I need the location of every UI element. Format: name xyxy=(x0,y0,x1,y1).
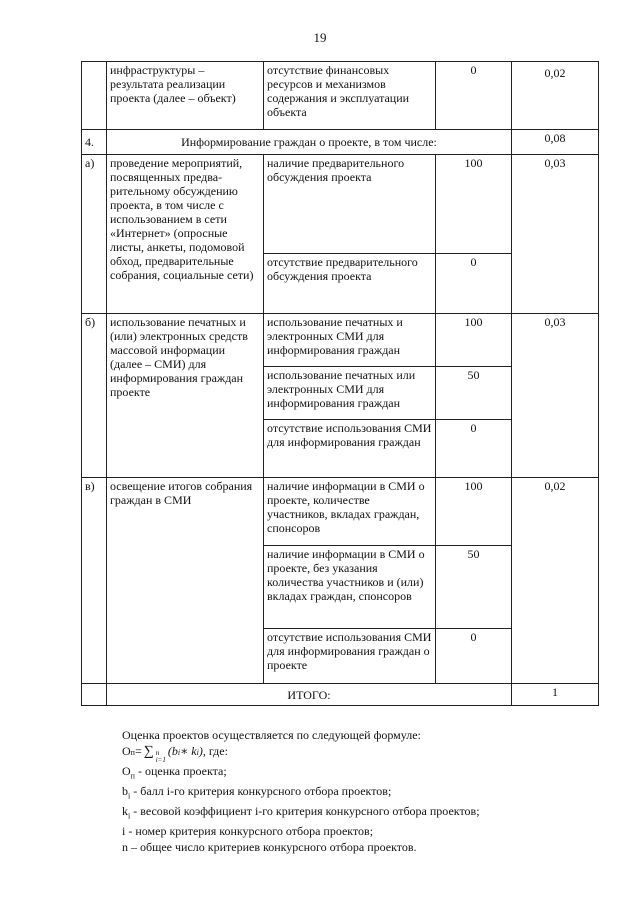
table-row xyxy=(82,478,599,546)
points-cell: 0 xyxy=(436,629,512,684)
legend-text: - оценка проекта; xyxy=(134,763,227,778)
formula-prefix: О xyxy=(122,743,131,758)
legend-text: - номер критерия конкурсного отбора проектов; xyxy=(125,824,374,839)
row-number: а) xyxy=(82,155,107,314)
option-text: отсутствие финансовых ресурсов и механизмов содержания и эксплуатации объекта xyxy=(264,62,436,130)
legend-symbol: О xyxy=(122,763,131,778)
formula-section xyxy=(122,728,592,856)
criterion-text: освещение итогов собрания граждан в СМИ xyxy=(107,478,264,684)
formula-end: ) xyxy=(198,743,203,758)
legend-sub: i xyxy=(128,791,131,801)
legend-sub: п xyxy=(130,771,135,781)
row-number xyxy=(82,684,107,706)
formula xyxy=(122,744,592,764)
formula-sub1: i xyxy=(177,747,181,757)
points-cell: 50 xyxy=(436,367,512,420)
legend-line xyxy=(122,784,592,804)
table-row xyxy=(82,314,599,367)
weight-cell: 0,08 xyxy=(512,130,599,155)
points-cell: 100 xyxy=(436,314,512,367)
criterion-text: проведение мероприятий, посвященных предва-рительному обсуждению проекта, в том числе с использованием в сети «Интернет» (опросные листы, анкеты, подомовой обход, предварительные собрания, социальные сети) xyxy=(107,155,264,314)
legend-symbol: k xyxy=(122,804,128,819)
formula-intro: Оценка проектов осуществляется по следующей формуле: xyxy=(122,728,421,742)
legend-symbol: i xyxy=(122,824,126,839)
sum-upper: n xyxy=(155,748,160,757)
total-label: ИТОГО: xyxy=(107,684,512,706)
legend-line xyxy=(122,764,592,784)
criterion-text: использование печатных и (или) электронных средств массовой информации (далее – СМИ) для информирования граждан проекте xyxy=(107,314,264,478)
criteria-table xyxy=(81,61,599,706)
option-text: отсутствие предварительного обсуждения проекта xyxy=(264,254,436,314)
legend-line xyxy=(122,804,592,824)
option-text: наличие информации в СМИ о проекте, без указания количества участников и (или) вкладах граждан, спонсоров xyxy=(264,546,436,629)
weight-cell: 0,03 xyxy=(512,155,599,314)
legend-text: – общее число критериев конкурсного отбора проектов. xyxy=(128,840,417,855)
legend-symbol: n xyxy=(122,840,128,855)
formula-prefix-sub: п xyxy=(130,747,135,757)
weight-cell: 0,03 xyxy=(512,314,599,478)
points-cell: 0 xyxy=(436,420,512,478)
sum-lower: i=1 xyxy=(155,755,166,764)
points-cell: 100 xyxy=(436,478,512,546)
row-number: в) xyxy=(82,478,107,684)
legend-symbol: b xyxy=(122,783,128,798)
table-row xyxy=(82,130,599,155)
row-number: б) xyxy=(82,314,107,478)
row-number xyxy=(82,62,107,130)
legend-line xyxy=(122,840,592,856)
section-title: Информирование граждан о проекте, в том числе: xyxy=(107,130,512,155)
option-text: использование печатных или электронных СМИ для информирования граждан xyxy=(264,367,436,420)
option-text: наличие информации в СМИ о проекте, количестве участников, вкладах граждан, спонсоров xyxy=(264,478,436,546)
weight-cell: 0,02 xyxy=(512,62,599,130)
option-text: отсутствие использования СМИ для информирования граждан xyxy=(264,420,436,478)
table-row xyxy=(82,155,599,254)
legend-text: - балл i-го критерия конкурсного отбора проектов; xyxy=(130,783,392,798)
table-row xyxy=(82,62,599,130)
criterion-text: инфраструктуры – результата реализации проекта (далее – объект) xyxy=(107,62,264,130)
total-weight: 1 xyxy=(512,684,599,706)
row-number: 4. xyxy=(82,130,107,155)
table-row xyxy=(82,684,599,706)
points-cell: 0 xyxy=(436,254,512,314)
points-cell: 0 xyxy=(436,62,512,130)
weight-cell: 0,02 xyxy=(512,478,599,684)
formula-sub2: i xyxy=(196,747,199,757)
points-cell: 100 xyxy=(436,155,512,254)
option-text: использование печатных и электронных СМИ для информирования граждан xyxy=(264,314,436,367)
formula-mid: ∗ k xyxy=(180,743,197,758)
option-text: отсутствие использования СМИ для информирования граждан о проекте xyxy=(264,629,436,684)
page-number: 19 xyxy=(313,30,327,45)
sum-symbol: ∑ xyxy=(143,743,154,759)
legend-sub: i xyxy=(128,811,131,821)
formula-eq: = xyxy=(134,743,142,758)
formula-expr: (b xyxy=(167,743,178,758)
legend-text: - весовой коэффициент i-го критерия конкурсного отбора проектов; xyxy=(130,804,480,819)
legend-line xyxy=(122,824,592,840)
formula-suffix: , где: xyxy=(202,743,228,758)
option-text: наличие предварительного обсуждения проекта xyxy=(264,155,436,254)
points-cell: 50 xyxy=(436,546,512,629)
